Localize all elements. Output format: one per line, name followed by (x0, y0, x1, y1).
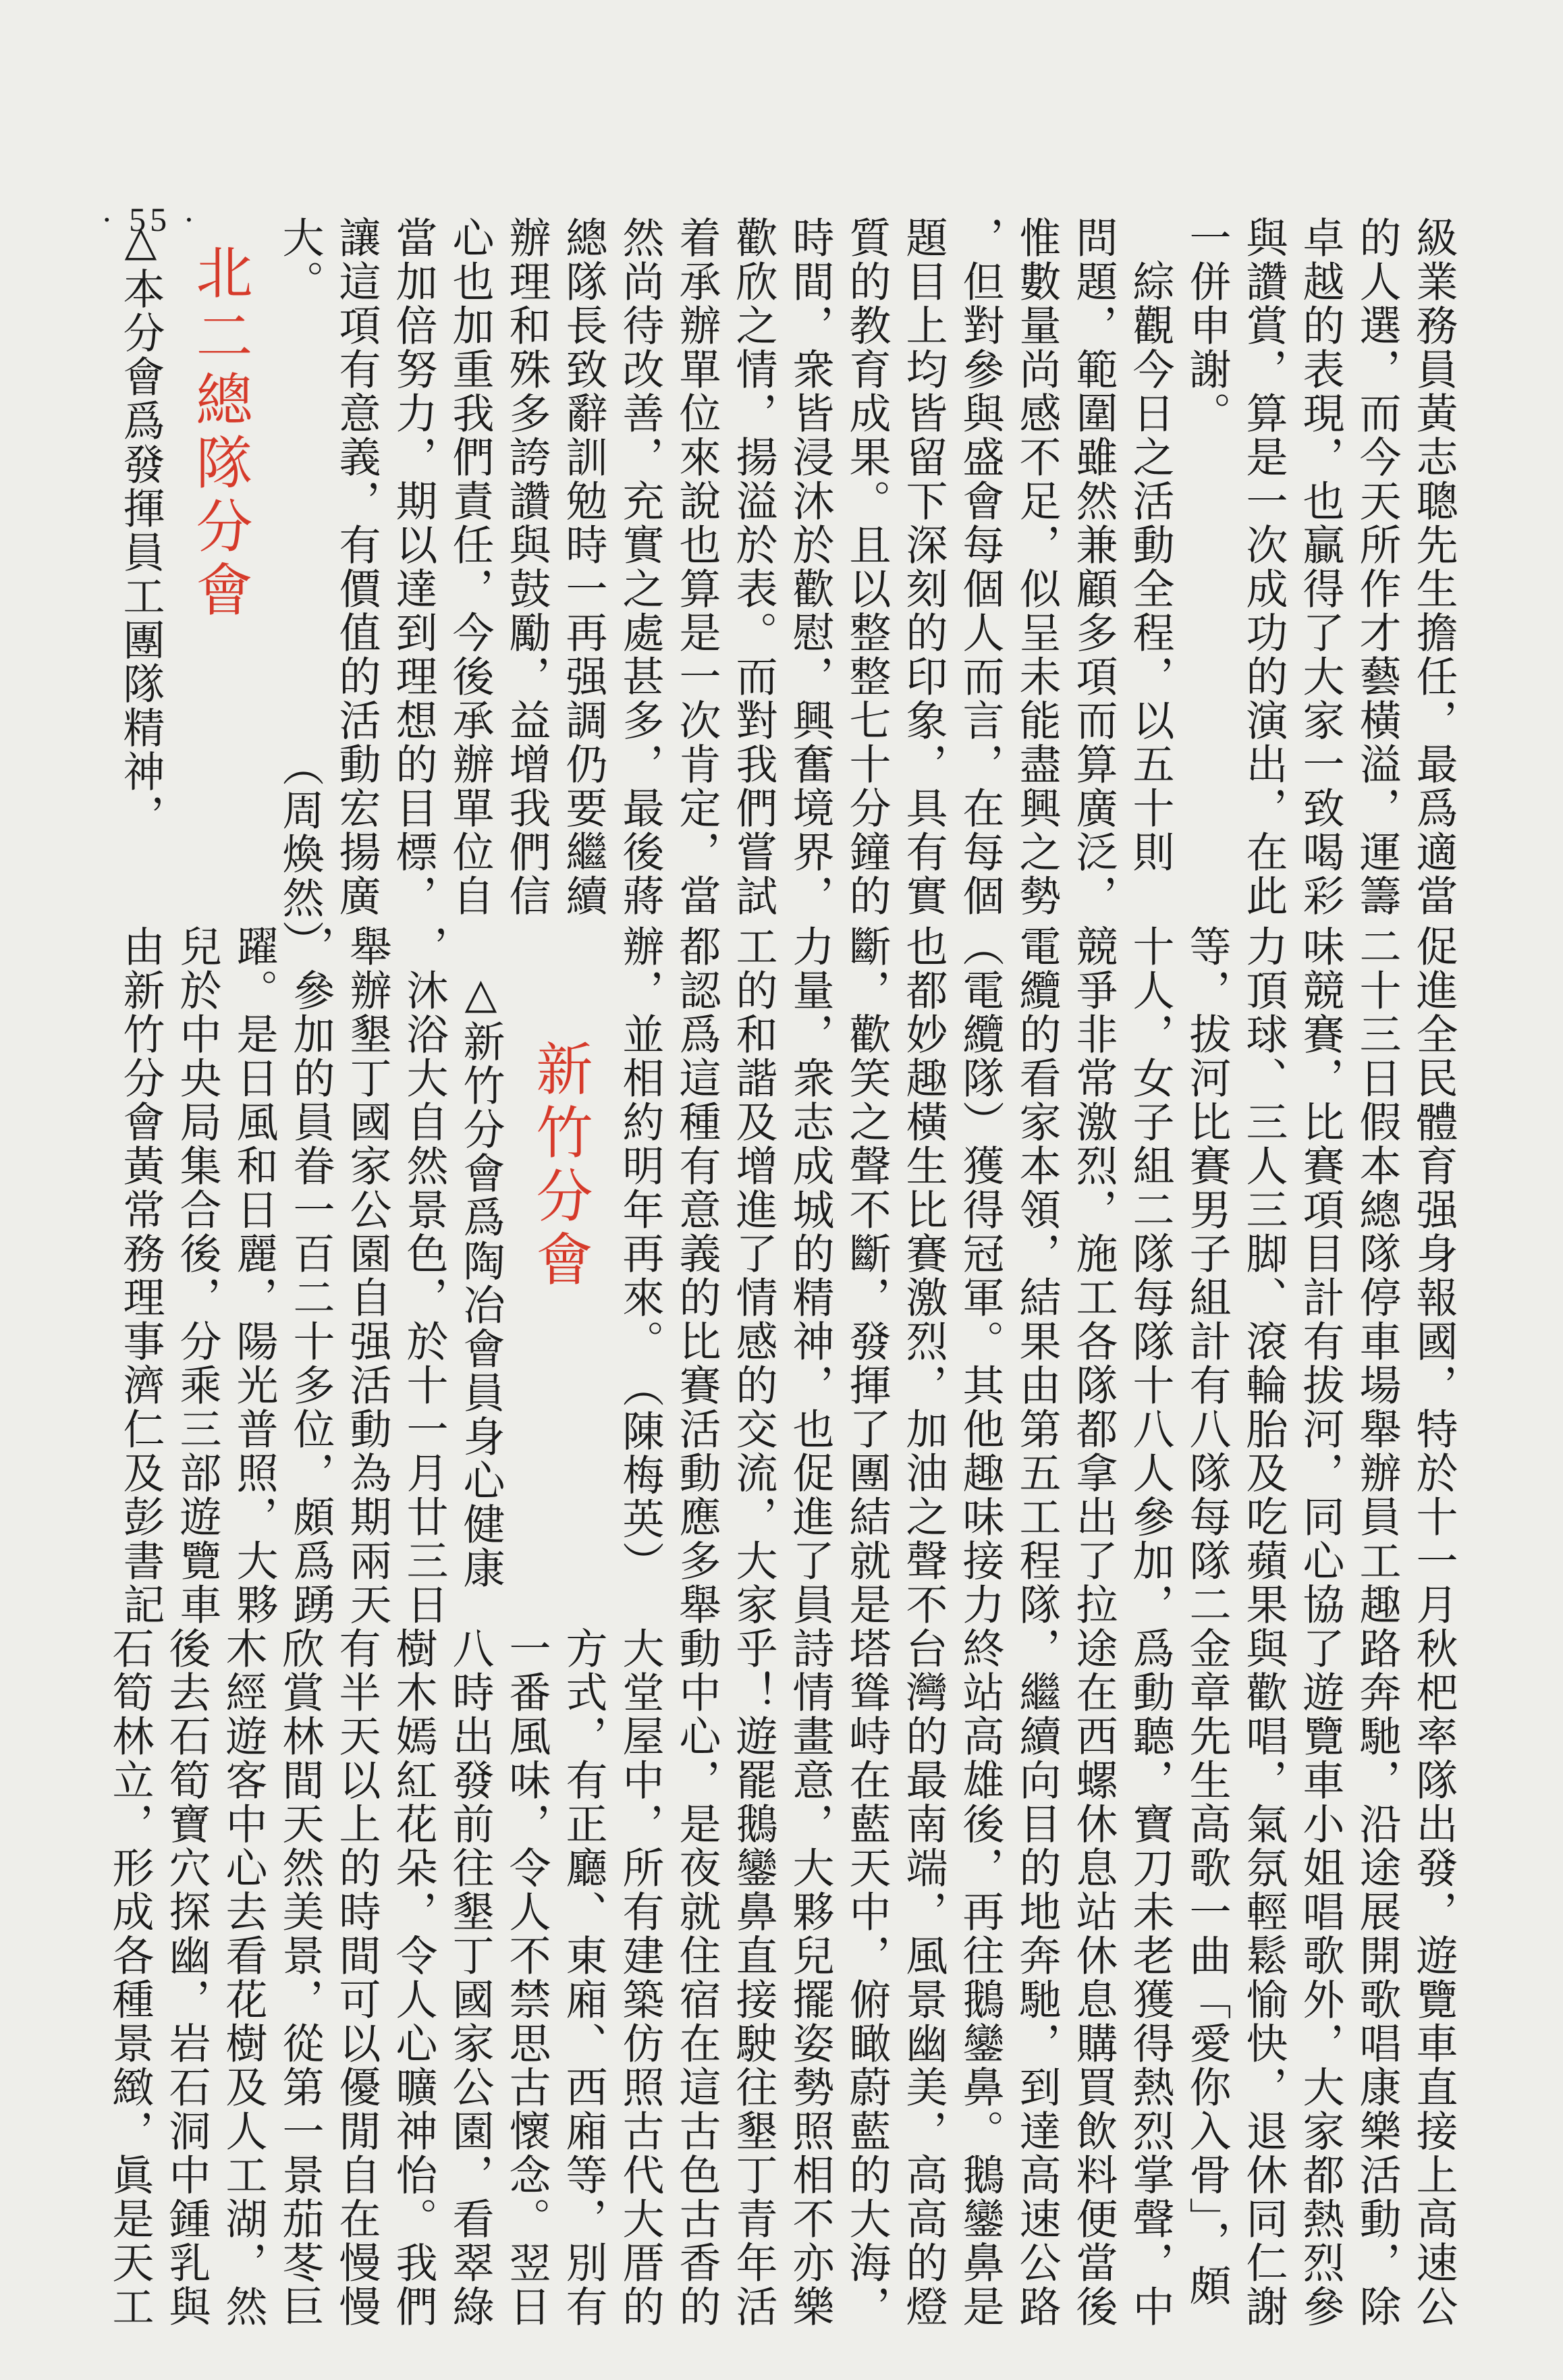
text-column: ，但對參與盛會每個人而言，在每個 (956, 216, 1005, 918)
text-column: 路奔馳，沿途展開歌唱康樂活動，除 (1352, 1627, 1402, 2329)
text-column: 辦理和殊多誇讚與鼓勵，益增我們信 (502, 216, 551, 918)
text-column: 卓越的表現，也贏得了大家一致喝彩 (1296, 216, 1345, 918)
text-column: 心也加重我們責任，今後承辦單位自 (445, 216, 495, 918)
text-band-middle (116, 925, 1462, 1627)
text-band-bottom (105, 1627, 1462, 2329)
text-column: 了遊覽車小姐唱歌外，大家都熱烈參 (1296, 1627, 1345, 2329)
text-column: 工的和諧及增進了情感的交流，大家 (729, 925, 778, 1627)
text-column: 力量，衆志成城的精神，也促進了員 (786, 925, 835, 1627)
text-column: 總隊長致辭訓勉時一再强調仍要繼續 (559, 216, 608, 918)
text-column: 金章先生高歌一曲「愛你入骨」，頗 (1182, 1627, 1232, 2308)
section-heading: 新竹分會 (527, 1039, 593, 1293)
text-column: 促進全民體育强身報國，特於十一月 (1409, 925, 1458, 1627)
text-column: 問題，範圍雖然兼顧多項而算廣泛， (1069, 216, 1118, 918)
text-column: 爲動聽，寶刀未老獲得熱烈掌聲，中 (1126, 1627, 1175, 2329)
text-column: 兒於中央局集合後，分乘三部遊覽車 (173, 925, 222, 1627)
text-band-top (116, 216, 1462, 964)
text-column: 與讚賞，算是一次成功的演出，在此 (1239, 216, 1288, 918)
text-column: 八時出發前往墾丁國家公園，看翠綠 (445, 1627, 495, 2329)
text-column: 躍。是日風和日麗，陽光普照，大夥 (229, 925, 279, 1627)
text-column: 電纜的看家本領，結果由第五工程隊 (1012, 925, 1062, 1627)
text-column: 一併申謝。 (1182, 216, 1232, 435)
text-column: 然尚待改善，充實之處甚多，最後蔣 (615, 216, 665, 918)
text-column: ，沐浴大自然景色，於十一月廿三日 (400, 925, 449, 1627)
text-column: 題目上均皆留下深刻的印象，具有實 (899, 216, 948, 918)
text-column: 台灣的最南端，風景幽美，高高的燈 (899, 1627, 948, 2329)
text-column: 當加倍努力，期以達到理想的目標， (389, 216, 438, 918)
page-number: · 55 · (101, 200, 199, 238)
text-column: △本分會爲發揮員工團隊精神， (116, 216, 165, 838)
text-column: ，參加的員眷一百二十多位，頗爲踴 (286, 925, 335, 1627)
text-column: 大堂屋中，所有建築仿照古代大厝的 (615, 1627, 665, 2329)
text-column: 綜觀今日之活動全程，以五十則 (1126, 216, 1175, 874)
text-column: 大。 （周煥然） (275, 216, 325, 964)
text-column: 時間，衆皆浸沐於歡慰，興奮境界， (786, 216, 835, 918)
text-column: 力頂球、三人三脚、滾輪胎及吃蘋果 (1239, 925, 1288, 1627)
text-column: 乎！遊罷鵝鑾鼻直接駛往墾丁青年活 (729, 1627, 778, 2329)
text-column: 秋杷率隊出發，遊覽車直接上高速公 (1409, 1627, 1458, 2329)
text-column: 有半天以上的時間可以優閒自在慢慢 (332, 1627, 381, 2329)
text-column: ，繼續向目的地奔馳，到達高速公路 (1012, 1627, 1062, 2329)
text-column: 動中心，是夜就住宿在這古色古香的 (672, 1627, 721, 2329)
text-column: 的人選，而今天所作才藝橫溢，運籌 (1352, 216, 1402, 918)
text-column: 欣賞林間天然美景，從第一景茄苳巨 (275, 1627, 325, 2329)
text-column: 味競賽，比賽項目計有拔河，同心協 (1296, 925, 1345, 1627)
text-column: 塔聳峙在藍天中，俯瞰蔚藍的大海， (842, 1627, 892, 2329)
text-column: 終站高雄後，再往鵝鑾鼻。鵝鑾鼻是 (956, 1627, 1005, 2329)
text-column: 一番風味，令人不禁思古懷念。翌日 (502, 1627, 551, 2329)
text-column: 也都妙趣橫生比賽激烈，加油之聲不 (899, 925, 948, 1627)
text-column: 十人，女子組二隊每隊十八人參加， (1126, 925, 1175, 1627)
section-heading: 北二總隊分會 (187, 243, 253, 624)
text-column: 級業務員黃志聰先生擔任，最爲適當 (1409, 216, 1458, 918)
text-column: （電纜隊）獲得冠軍。其他趣味接力 (956, 925, 1005, 1627)
text-column: 讓這項有意義，有價值的活動宏揚廣 (332, 216, 381, 918)
text-column: 斷，歡笑之聲不斷，發揮了團結就是 (842, 925, 892, 1627)
text-column: 惟數量尚感不足，似呈未能盡興之勢 (1012, 216, 1062, 918)
text-column: 歡欣之情，揚溢於表。而對我們嘗試 (729, 216, 778, 918)
text-column: 後去石筍寶穴探幽，岩石洞中鍾乳與 (162, 1627, 211, 2329)
text-column: 途在西螺休息站休息購買飲料便當後 (1069, 1627, 1118, 2329)
text-column: 二十三日假本總隊停車場舉辦員工趣 (1352, 925, 1402, 1627)
text-column: 都認爲這種有意義的比賽活動應多舉 (672, 925, 721, 1627)
text-column: 樹木嫣紅花朵，令人心曠神怡。我們 (389, 1627, 438, 2329)
text-column: 競爭非常激烈，施工各隊都拿出了拉 (1069, 925, 1118, 1627)
text-column: 質的教育成果。且以整整七十分鐘的 (842, 216, 892, 918)
text-column: 等，拔河比賽男子組計有八隊每隊二 (1182, 925, 1232, 1627)
text-column: 詩情畫意，大夥兒擺姿勢照相不亦樂 (786, 1627, 835, 2329)
text-column: 着承辦單位來說也算是一次肯定，當 (672, 216, 721, 918)
text-column: 方式，有正廳、東廂、西廂等，別有 (559, 1627, 608, 2329)
text-column: 木經遊客中心去看花樹及人工湖，然 (219, 1627, 268, 2329)
text-column: 石筍林立，形成各種景緻，眞是天工 (105, 1627, 155, 2329)
text-column: △新竹分會爲陶冶會員身心健康 (456, 925, 505, 1590)
text-column: 舉辦墾丁國家公園自强活動為期兩天 (343, 925, 392, 1627)
text-column: 辦，並相約明年再來。 （陳梅英） (615, 925, 665, 1585)
text-column: 由新竹分會黃常務理事濟仁及彭書記 (116, 925, 165, 1627)
text-column: 與歡唱，氣氛輕鬆愉快，退休同仁謝 (1239, 1627, 1288, 2329)
